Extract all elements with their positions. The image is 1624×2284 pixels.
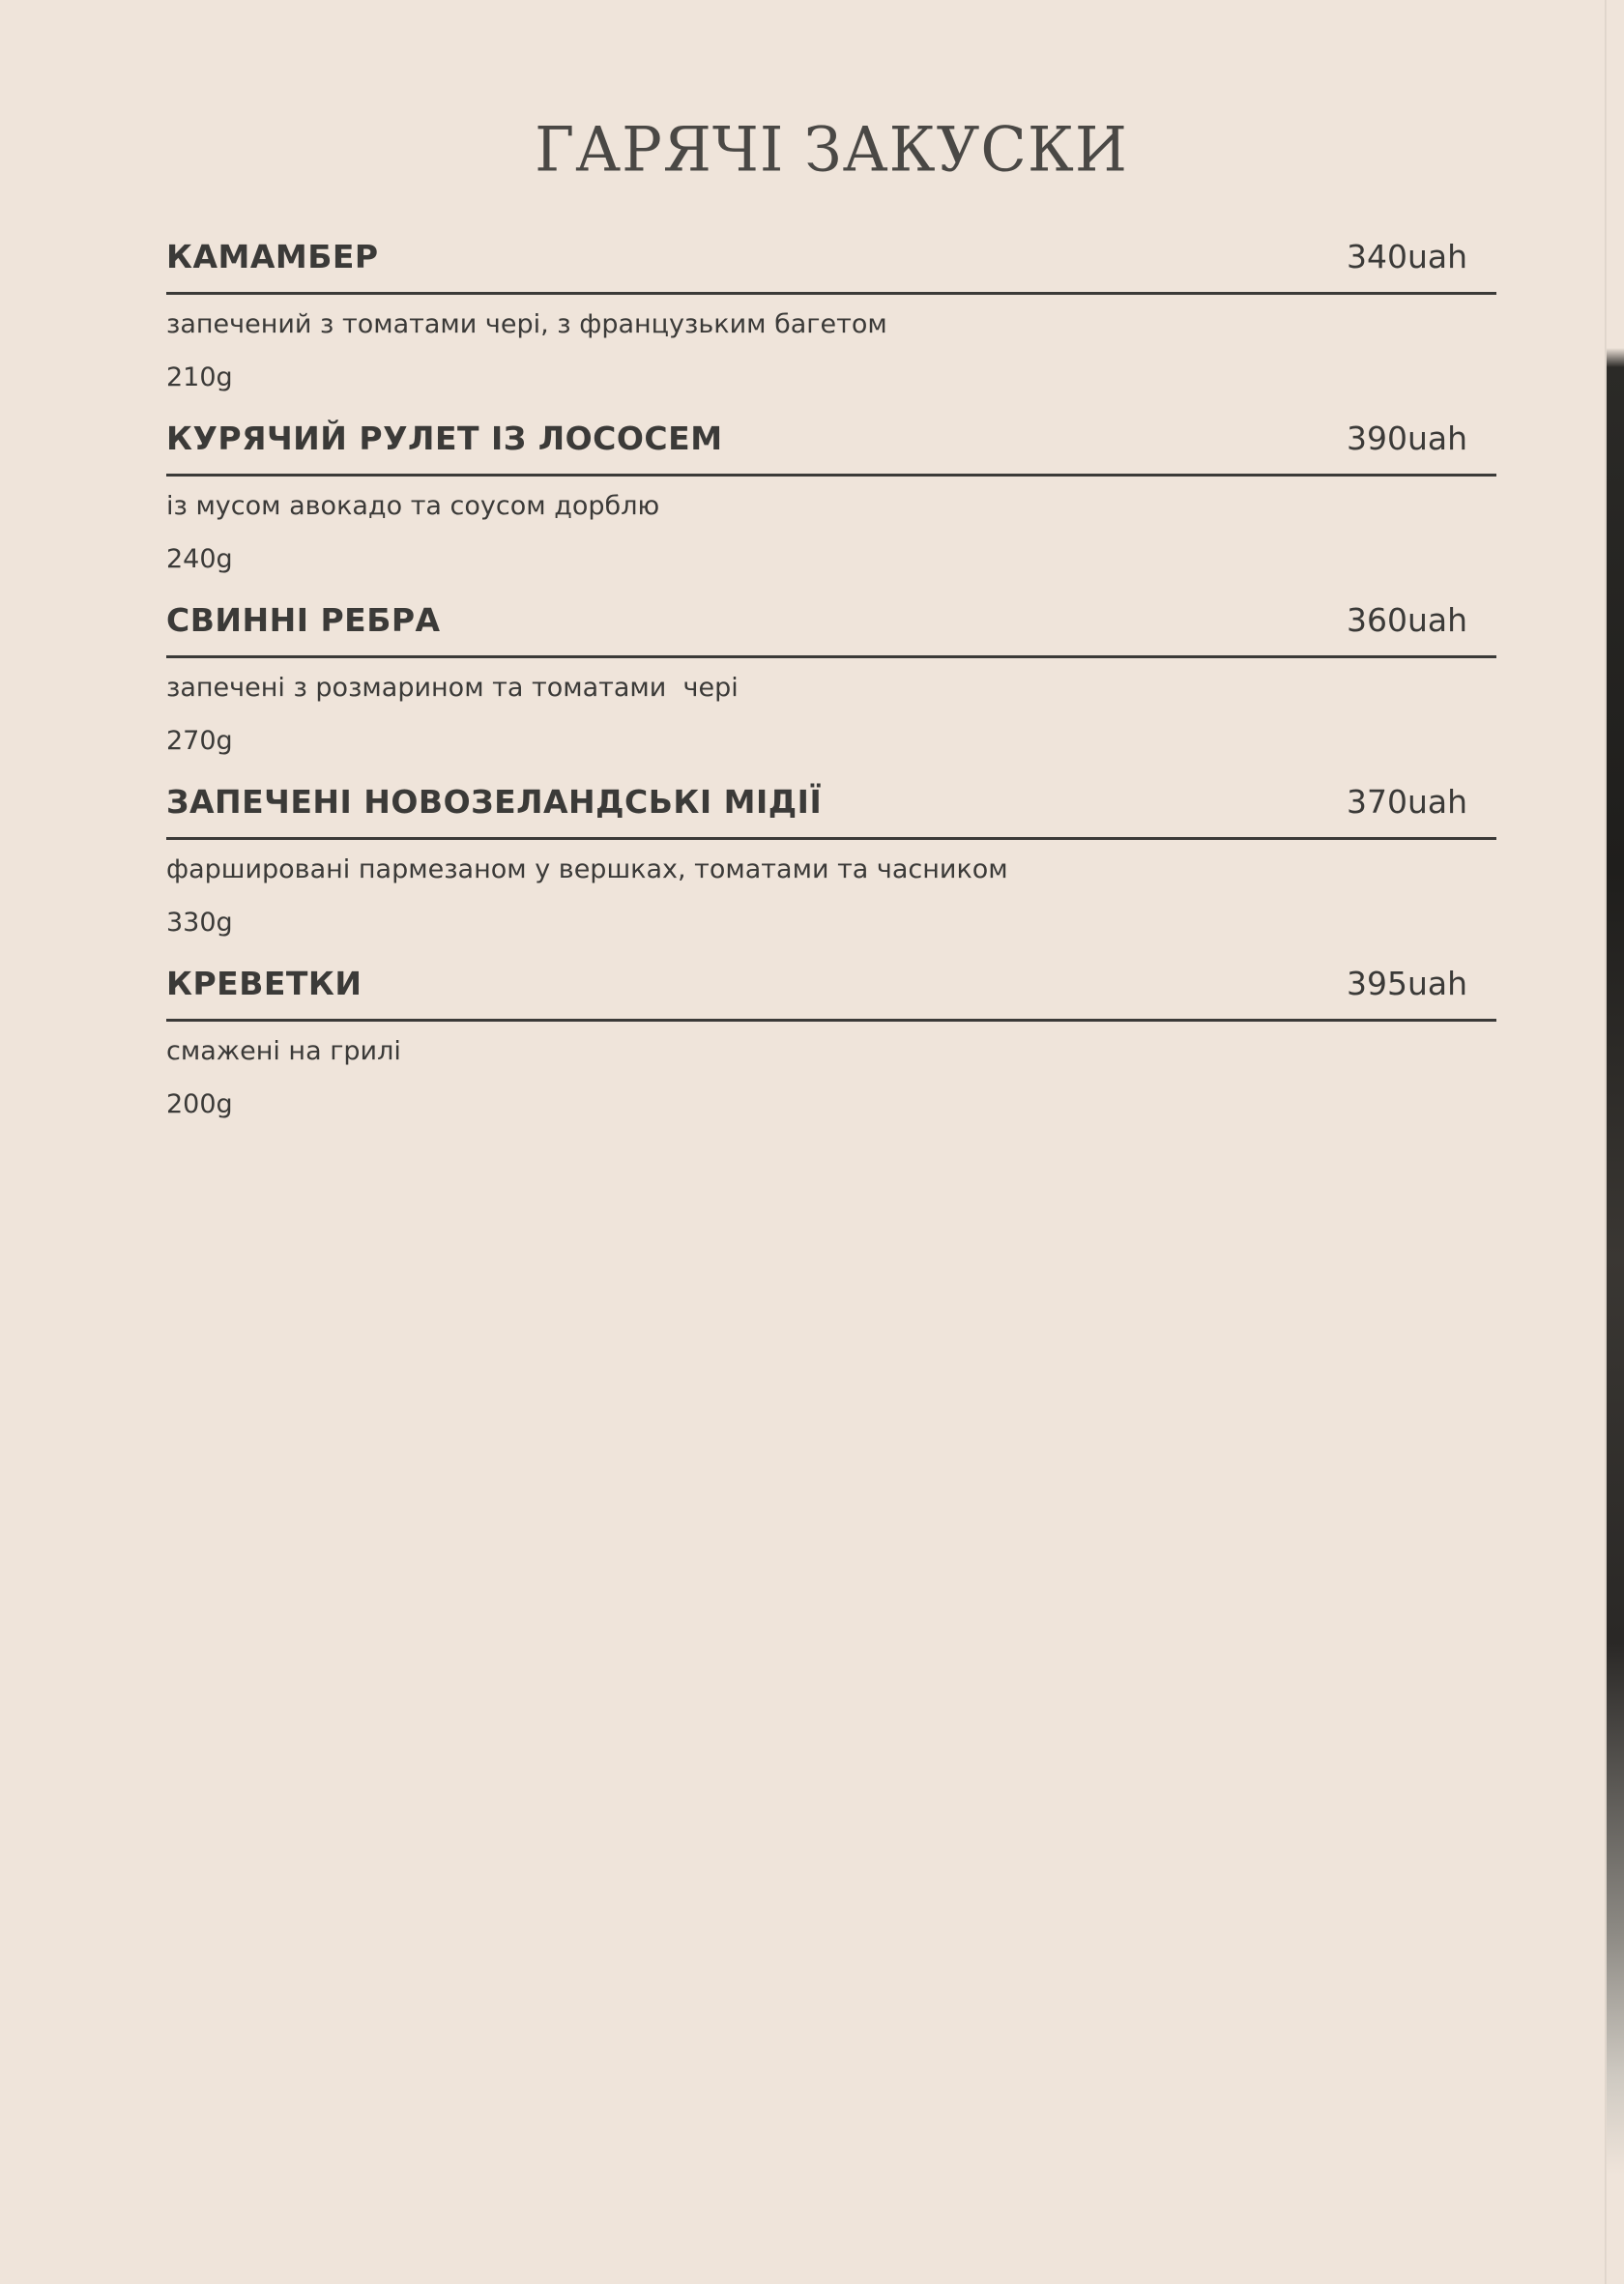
menu-item [166, 414, 1496, 595]
item-weight: 210g [166, 362, 233, 392]
item-name: КРЕВЕТКИ [166, 965, 362, 1002]
item-price: 360uah [1346, 601, 1467, 639]
item-name: СВИННІ РЕБРА [166, 601, 441, 639]
item-weight: 270g [166, 726, 233, 756]
menu-item-header [166, 414, 1496, 477]
item-description: запечені з розмарином та томатами чері [166, 673, 739, 703]
item-description: запечений з томатами чері, з французьким багетом [166, 309, 887, 339]
menu-item [166, 959, 1496, 1141]
menu-item-header [166, 959, 1496, 1022]
section-title: ГАРЯЧІ ЗАКУСКИ [535, 113, 1128, 186]
menu-item-header [166, 232, 1496, 295]
menu-item [166, 595, 1496, 777]
item-description: фаршировані пармезаном у вершках, томатами та часником [166, 854, 1008, 884]
background-photo-edge [1607, 0, 1624, 2284]
item-name: КАМАМБЕР [166, 238, 379, 275]
item-description: із мусом авокадо та соусом дорблю [166, 491, 660, 521]
menu-item [166, 777, 1496, 959]
item-weight: 330g [166, 908, 233, 938]
item-weight: 200g [166, 1089, 233, 1119]
item-price: 340uah [1346, 238, 1467, 275]
item-name: ЗАПЕЧЕНІ НОВОЗЕЛАНДСЬКІ МІДІЇ [166, 783, 823, 821]
item-description: смажені на грилі [166, 1036, 401, 1066]
menu-list [166, 232, 1496, 1141]
menu-item [166, 232, 1496, 414]
item-price: 390uah [1346, 419, 1467, 457]
item-weight: 240g [166, 544, 233, 574]
menu-item-header [166, 777, 1496, 840]
menu-item-header [166, 595, 1496, 658]
item-price: 395uah [1346, 965, 1467, 1002]
item-price: 370uah [1346, 783, 1467, 821]
item-name: КУРЯЧИЙ РУЛЕТ ІЗ ЛОСОСЕМ [166, 419, 723, 457]
